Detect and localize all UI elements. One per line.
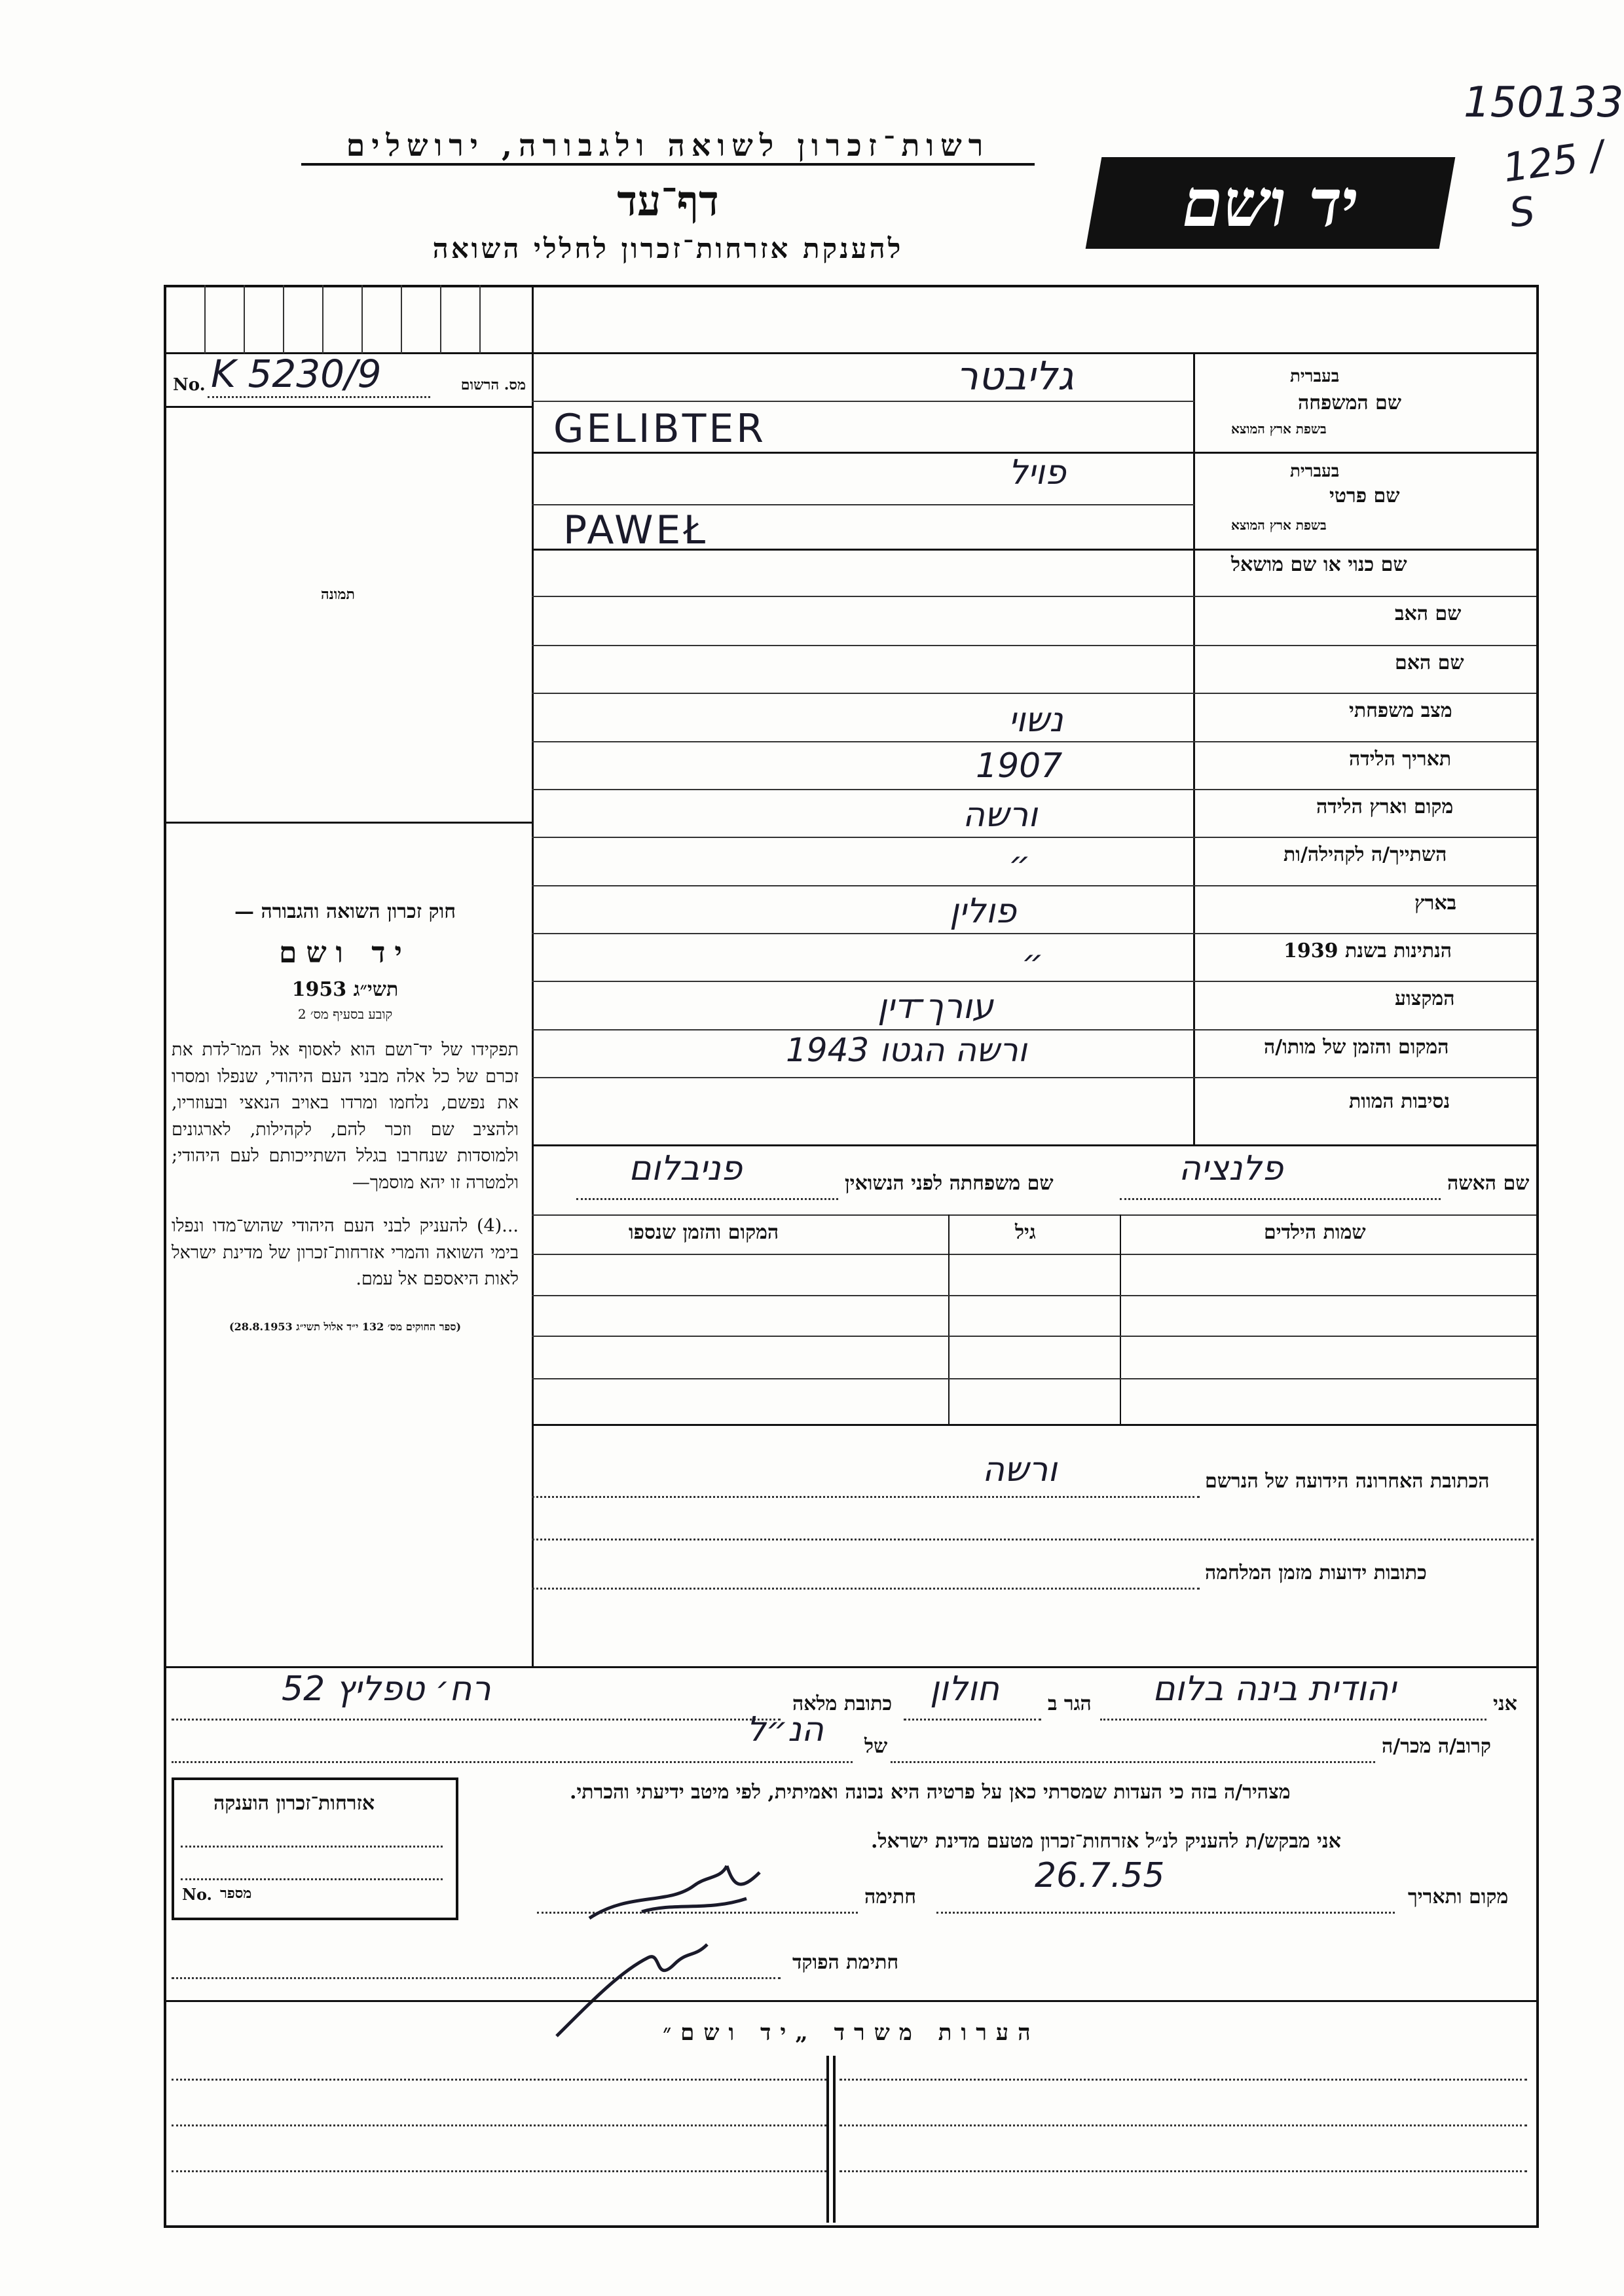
death-place-time-value[interactable]: ורשה הגטו 1943 (786, 1031, 1027, 1069)
law-clause: קובע בסעיף מס׳ 2 (297, 1006, 393, 1022)
citizenship-no-en: No. (182, 1885, 212, 1904)
country-label: בארץ (1414, 892, 1457, 915)
registration-label-he: מס. הרשום (460, 376, 526, 393)
wartime-addresses-label: כתובות ידועות מזמן המלחמה (1205, 1561, 1427, 1584)
marital-status-value[interactable]: נשוי (1008, 701, 1063, 740)
family-name-origin-label: בשפת ארץ המוצא (1231, 421, 1327, 437)
full-address-value[interactable]: רח׳ טפליץ 52 (282, 1669, 491, 1709)
registration-label-en: No. (173, 375, 206, 395)
children-place-header: המקום והזמן שנספו (629, 1221, 779, 1244)
profession-label: המקצוע (1395, 987, 1455, 1010)
yad-vashem-logo: יד ושם (1086, 157, 1456, 249)
first-name-label: שם פרטי (1329, 484, 1400, 507)
declarant-name[interactable]: יהודית בינה בלום (1153, 1669, 1396, 1709)
declaration-text: מצהיר/ה בזה כי העדות שמסרתי כאן על פרטיה היא נכונה ואמיתית, לפי מיטב ידיעתי והכרתי. (570, 1781, 1291, 1804)
law-title: חוק זכרון השואה והגבורה — (234, 900, 456, 923)
archive-sub-note: 125 / S (1500, 132, 1607, 237)
page-subtitle: להענקת אזרחות־זכרון לחללי השואה (432, 232, 904, 264)
relative-label: קרוב/ה מכר/ה (1382, 1735, 1491, 1758)
family-name-hebrew-value[interactable]: גליבטר (956, 354, 1074, 399)
wife-name-label: שם האשה (1447, 1172, 1530, 1195)
profession-value[interactable]: עורך־דין (877, 987, 993, 1027)
declarant-lives-label: הגר ב (1048, 1692, 1092, 1715)
community-label: השתייך/ה לקהילה/ות (1283, 843, 1447, 866)
last-address-label: הכתובת האחרונה הידועה של הנרשם (1205, 1470, 1490, 1493)
relation-value[interactable]: הנ״ל (747, 1710, 824, 1749)
page-title: דף־עד (617, 177, 719, 226)
photo-label: תמונה (321, 586, 355, 603)
law-year: תשי״ג 1953 (291, 978, 399, 1001)
law-name: יד ושם (279, 936, 411, 970)
signature-label: חתימה (864, 1886, 916, 1908)
death-circumstances-label: נסיבות המוות (1349, 1090, 1450, 1113)
family-name-hebrew-label: בעברית (1290, 367, 1340, 386)
family-name-label: שם המשפחה (1298, 392, 1402, 414)
organization-name: רשות־זכרון לשואה ולגבורה, ירושלים (301, 128, 1035, 166)
last-address-value[interactable]: ורשה (982, 1450, 1058, 1489)
registration-field[interactable] (172, 352, 528, 403)
declarant-i-label: אני (1493, 1692, 1517, 1715)
wife-name-value[interactable]: פלנציה (1179, 1149, 1283, 1188)
law-text-1: תפקידו של יד־ושם הוא לאסוף אל המו־לדת את זכרם של כל אלה מבני העם היהודי, שנפלו ומסרו את נפשם, נלחמו ומרדו באויב הנאצי ובעוזריו, ולהציב שם וזכר להם, לקהילות, לארגונים ולמוסדות שנחרבו בגלל השתייכותם לעם היהודי; ולמטרה זו יהא מוסמך— (172, 1040, 519, 1193)
birth-place-value[interactable]: ורשה (963, 795, 1038, 835)
registration-value: K 5230/9 (211, 352, 382, 396)
nationality-value[interactable]: ״ (1022, 943, 1044, 982)
birth-date-value[interactable]: 1907 (976, 746, 1063, 786)
of-label: של (864, 1735, 888, 1758)
declarant-city[interactable]: חולון (930, 1669, 1000, 1709)
nickname-label: שם כנוי או שם מושאל (1231, 553, 1407, 576)
citizenship-box-title: אזרחות־זכרון הוענקה (213, 1792, 375, 1815)
officer-signature-label: חתימת הפוקד (792, 1951, 899, 1974)
children-names-header: שמות הילדים (1264, 1221, 1366, 1244)
community-value[interactable]: ״ (1008, 845, 1031, 884)
place-date-value[interactable]: 26.7.55 (1035, 1856, 1165, 1895)
marital-status-label: מצב משפחתי (1349, 699, 1452, 722)
nationality-label: הנתינות בשנת 1939 (1283, 939, 1452, 962)
place-date-label: מקום ותאריך (1408, 1886, 1509, 1908)
law-box (172, 897, 519, 1335)
mother-name-label: שם האם (1395, 651, 1464, 674)
law-text-2: ...(4) להעניק לבני העם היהודי שהוש־מדו ונפלו בימי השואה והמרי אזרחות־זכרון של מדינת ישראל לאות היאספם אל עמם. (172, 1216, 519, 1289)
law-footnote: (ספר החוקים מס׳ 132 י״ד אלול תשי״ג 28.8.1953) (229, 1320, 462, 1333)
request-text: אני מבקש/ת להעניק לנ״ל אזרחות־זכרון מטעם מדינת ישראל. (871, 1830, 1341, 1853)
death-place-time-label: המקום והזמן של מותו/ה (1264, 1036, 1449, 1059)
archive-number-note: 150133 (1464, 79, 1624, 127)
citizenship-box (172, 1777, 458, 1920)
first-name-origin-label: בשפת ארץ המוצא (1231, 517, 1327, 533)
birth-place-label: מקום וארץ הלידה (1316, 795, 1454, 818)
full-address-label: כתובת מלאה (792, 1692, 893, 1715)
country-value[interactable]: פולין (950, 892, 1016, 931)
family-name-origin-value[interactable]: GELIBTER (553, 406, 766, 452)
father-name-label: שם האב (1395, 602, 1462, 625)
citizenship-no-he: מספר (220, 1885, 252, 1902)
wife-maiden-label: שם משפחתה לפני הנשואין (845, 1172, 1054, 1195)
children-age-header: גיל (1015, 1221, 1036, 1244)
wife-maiden-value[interactable]: פניבלום (629, 1149, 743, 1188)
notes-title: הערות משרד „יד ושם״ (663, 2020, 1040, 2046)
first-name-hebrew-label: בעברית (1290, 462, 1340, 481)
first-name-hebrew-value[interactable]: פויל (1008, 453, 1066, 492)
first-name-origin-value[interactable]: PAWEŁ (563, 507, 709, 553)
birth-date-label: תאריך הלידה (1349, 748, 1452, 771)
